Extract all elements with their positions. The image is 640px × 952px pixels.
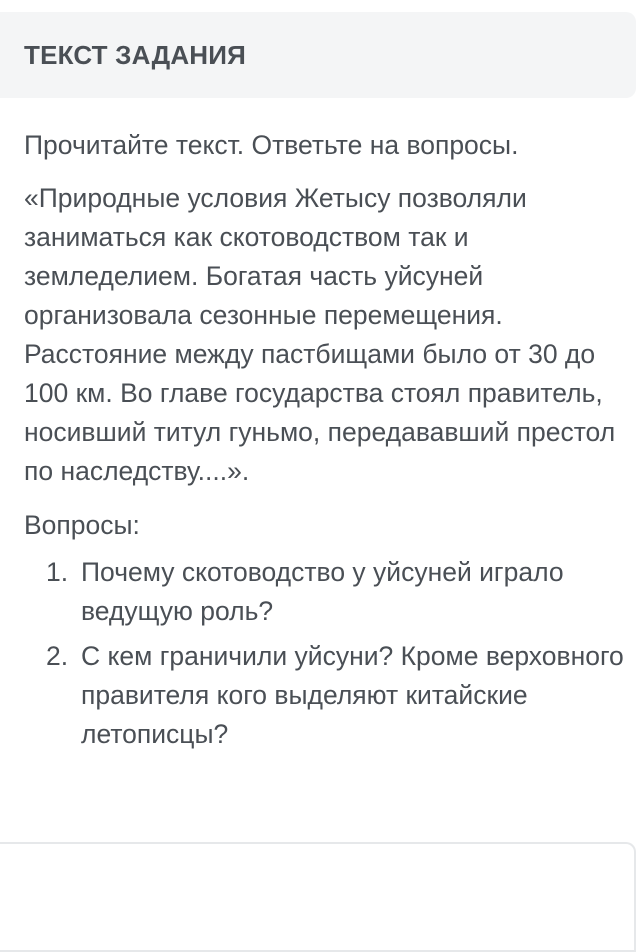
task-content [24,126,624,760]
question-text: С кем граничили уйсуни? Кроме верховного правителя кого выделяют китайские летописцы? [81,641,624,749]
question-number: 2. [46,641,69,671]
question-number: 1. [46,557,69,587]
question-item [24,553,624,631]
instruction-text: Прочитайте текст. Ответьте на вопросы. [24,130,519,160]
question-text: Почему скотоводство у уйсуней играло ведущую роль? [81,557,564,626]
passage-text: «Природные условия Жетысу позволяли заниматься как скотоводством так и земледелием. Богатая часть уйсуней организовала сезонные перемещения. Расстояние между пастбищами было от 30 до 100 км. Во главе государства стоял правитель, носивший титул гуньмо, передававший престол по наследству....». [24,183,616,486]
questions-label: Вопросы: [24,510,140,540]
questions-list [24,553,624,754]
task-header [0,12,636,98]
answer-box[interactable] [0,842,636,952]
task-header-title: ТЕКСТ ЗАДАНИЯ [24,39,247,70]
question-item [24,637,624,754]
